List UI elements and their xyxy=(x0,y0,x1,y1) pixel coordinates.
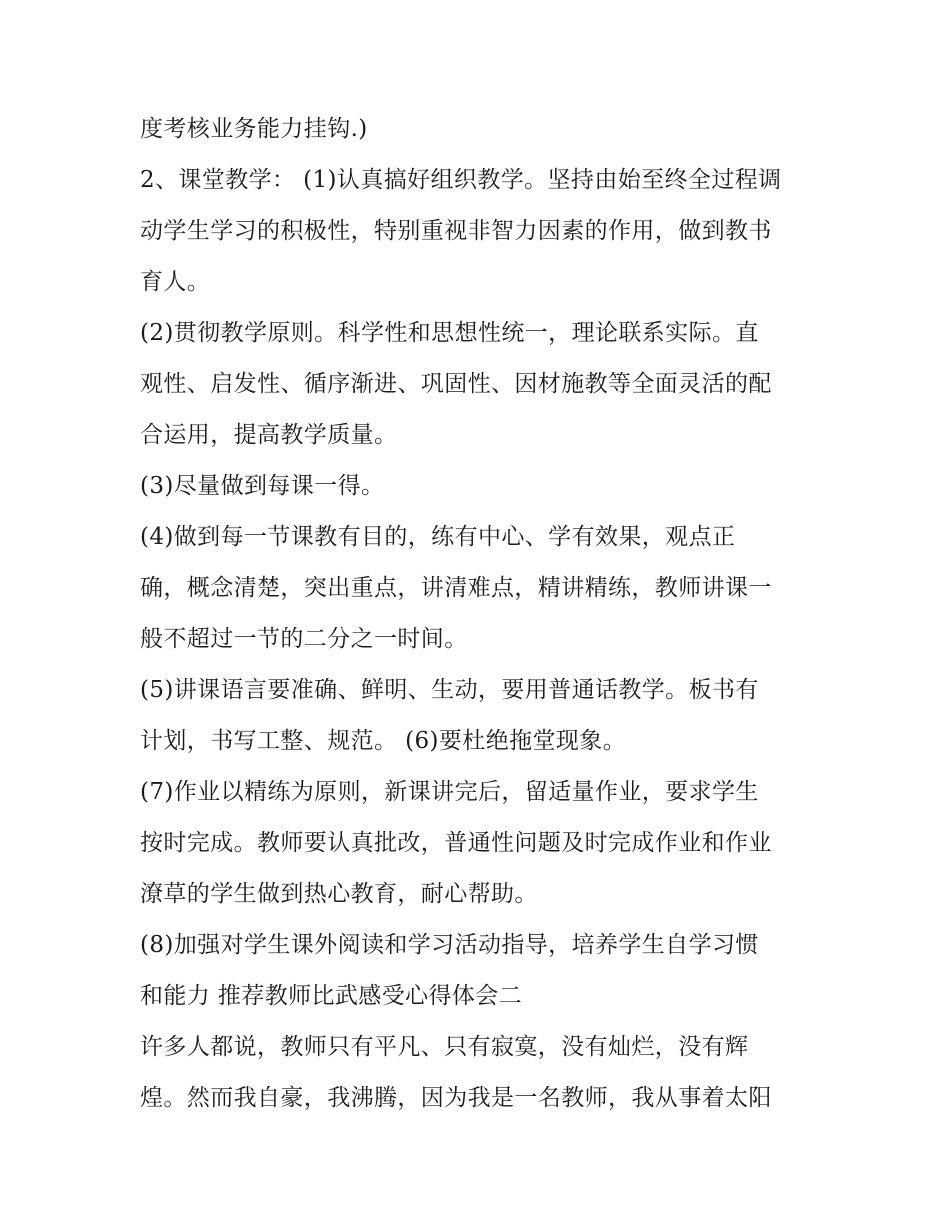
text-line: 观性、启发性、循序渐进、巩固性、因材施教等全面灵活的配 xyxy=(140,371,772,397)
text-line: (4)做到每一节课教有目的，练有中心、学有效果，观点正 xyxy=(140,524,736,550)
text-line: 确，概念清楚，突出重点，讲清难点，精讲精练，教师讲课一 xyxy=(140,575,772,601)
text-line: (8)加强对学生课外阅读和学习活动指导，培养学生自学习惯 xyxy=(140,932,759,958)
text-line: 合运用，提高教学质量。 xyxy=(140,422,398,448)
text-line: 计划，书写工整、规范。 (6)要杜绝拖堂现象。 xyxy=(140,728,627,754)
text-line: 许多人都说，教师只有平凡、只有寂寞，没有灿烂，没有辉 xyxy=(140,1034,749,1060)
text-line: 动学生学习的积极性，特别重视非智力因素的作用，做到教书 xyxy=(140,218,772,244)
text-line: 度考核业务能力挂钩.) xyxy=(140,116,368,142)
text-line: (3)尽量做到每课一得。 xyxy=(140,473,385,499)
text-line: 般不超过一节的二分之一时间。 xyxy=(140,626,468,652)
text-line: (2)贯彻教学原则。科学性和思想性统一，理论联系实际。直 xyxy=(140,320,759,346)
text-line: 育人。 xyxy=(140,269,211,295)
text-line: 和能力 推荐教师比武感受心得体会二 xyxy=(140,983,523,1009)
text-line: (5)讲课语言要准确、鲜明、生动，要用普通话教学。板书有 xyxy=(140,677,759,703)
text-line: (7)作业以精练为原则，新课讲完后，留适量作业，要求学生 xyxy=(140,779,759,805)
text-line: 按时完成。教师要认真批改，普通性问题及时完成作业和作业 xyxy=(140,830,772,856)
text-line: 2、课堂教学： (1)认真搞好组织教学。坚持由始至终全过程调 xyxy=(140,167,782,193)
text-line: 潦草的学生做到热心教育，耐心帮助。 xyxy=(140,881,538,907)
text-line: 煌。然而我自豪，我沸腾，因为我是一名教师，我从事着太阳 xyxy=(140,1085,772,1111)
body-text xyxy=(140,104,830,1124)
